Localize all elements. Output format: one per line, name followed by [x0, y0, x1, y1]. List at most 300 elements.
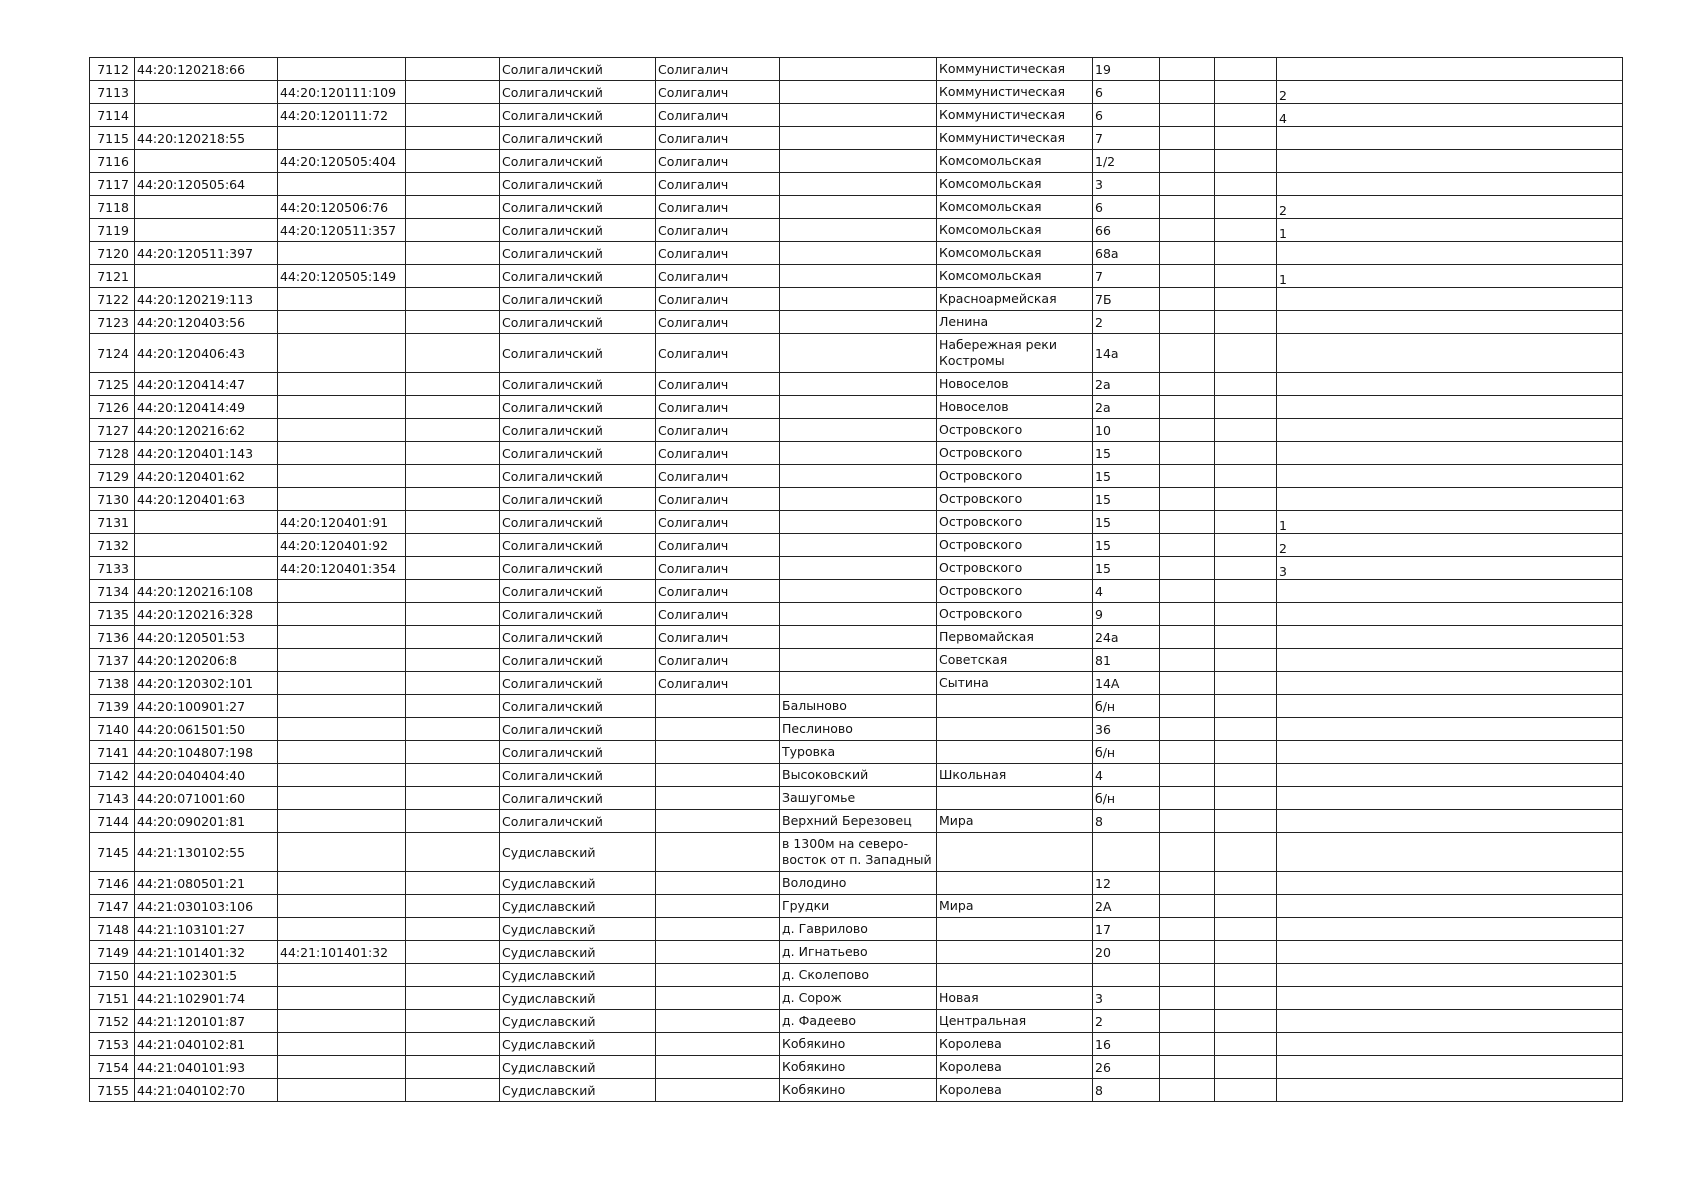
house-number-cell: 2	[1093, 311, 1160, 334]
locality-cell	[780, 557, 937, 580]
house-number-cell: 7	[1093, 127, 1160, 150]
cadastral-number-cell: 44:21:103101:27	[135, 918, 278, 941]
empty-cell	[1215, 1056, 1277, 1079]
apartment-cell	[1277, 1033, 1623, 1056]
locality-cell	[780, 265, 937, 288]
city-cell	[656, 741, 780, 764]
empty-cell	[406, 58, 500, 81]
empty-cell	[1215, 81, 1277, 104]
house-number-cell: 36	[1093, 718, 1160, 741]
apartment-cell: 2	[1277, 534, 1623, 557]
empty-cell	[406, 511, 500, 534]
empty-cell	[1215, 488, 1277, 511]
house-number-cell: 6	[1093, 196, 1160, 219]
linked-cadastral-number-cell	[278, 334, 406, 373]
empty-cell	[1160, 104, 1215, 127]
empty-cell	[1215, 196, 1277, 219]
empty-cell	[1215, 442, 1277, 465]
locality-cell	[780, 511, 937, 534]
locality-cell: Балыново	[780, 695, 937, 718]
empty-cell	[406, 104, 500, 127]
cadastral-number-cell: 44:20:120302:101	[135, 672, 278, 695]
locality-cell: Кобякино	[780, 1056, 937, 1079]
apartment-cell	[1277, 127, 1623, 150]
linked-cadastral-number-cell: 44:20:120401:92	[278, 534, 406, 557]
street-cell: Сытина	[937, 672, 1093, 695]
linked-cadastral-number-cell	[278, 672, 406, 695]
cadastral-number-cell	[135, 81, 278, 104]
locality-cell: Зашугомье	[780, 787, 937, 810]
empty-cell	[1160, 810, 1215, 833]
empty-cell	[1215, 918, 1277, 941]
row-number-cell: 7131	[90, 511, 135, 534]
city-cell: Солигалич	[656, 311, 780, 334]
empty-cell	[1215, 58, 1277, 81]
apartment-cell: 3	[1277, 557, 1623, 580]
cadastral-number-cell	[135, 104, 278, 127]
city-cell: Солигалич	[656, 488, 780, 511]
empty-cell	[406, 941, 500, 964]
row-number-cell: 7120	[90, 242, 135, 265]
empty-cell	[1160, 672, 1215, 695]
locality-cell	[780, 219, 937, 242]
district-cell: Солигаличский	[500, 488, 656, 511]
empty-cell	[406, 649, 500, 672]
empty-cell	[406, 419, 500, 442]
district-cell: Солигаличский	[500, 373, 656, 396]
district-cell: Солигаличский	[500, 396, 656, 419]
house-number-cell: 14а	[1093, 334, 1160, 373]
empty-cell	[1215, 603, 1277, 626]
street-cell: Комсомольская	[937, 242, 1093, 265]
row-number-cell: 7138	[90, 672, 135, 695]
locality-cell	[780, 603, 937, 626]
apartment-cell	[1277, 649, 1623, 672]
house-number-cell: 4	[1093, 764, 1160, 787]
row-number-cell: 7154	[90, 1056, 135, 1079]
locality-cell	[780, 396, 937, 419]
district-cell: Судиславский	[500, 1056, 656, 1079]
apartment-cell	[1277, 419, 1623, 442]
linked-cadastral-number-cell	[278, 718, 406, 741]
empty-cell	[1160, 580, 1215, 603]
empty-cell	[406, 695, 500, 718]
street-cell: Центральная	[937, 1010, 1093, 1033]
row-number-cell: 7151	[90, 987, 135, 1010]
row-number-cell: 7148	[90, 918, 135, 941]
linked-cadastral-number-cell	[278, 58, 406, 81]
empty-cell	[406, 580, 500, 603]
house-number-cell: 3	[1093, 173, 1160, 196]
locality-cell	[780, 534, 937, 557]
row-number-cell: 7116	[90, 150, 135, 173]
cadastral-number-cell: 44:20:120401:143	[135, 442, 278, 465]
table-row	[90, 918, 1623, 941]
street-cell	[937, 741, 1093, 764]
cadastral-number-cell: 44:20:120219:113	[135, 288, 278, 311]
row-number-cell: 7152	[90, 1010, 135, 1033]
empty-cell	[1160, 334, 1215, 373]
empty-cell	[1215, 649, 1277, 672]
row-number-cell: 7118	[90, 196, 135, 219]
cadastral-number-cell: 44:21:080501:21	[135, 872, 278, 895]
linked-cadastral-number-cell: 44:20:120401:354	[278, 557, 406, 580]
data-table	[89, 57, 1623, 1102]
table-row	[90, 465, 1623, 488]
city-cell	[656, 964, 780, 987]
cadastral-number-cell: 44:21:120101:87	[135, 1010, 278, 1033]
city-cell: Солигалич	[656, 288, 780, 311]
city-cell: Солигалич	[656, 242, 780, 265]
house-number-cell: 14А	[1093, 672, 1160, 695]
row-number-cell: 7139	[90, 695, 135, 718]
table-row	[90, 196, 1623, 219]
row-number-cell: 7149	[90, 941, 135, 964]
street-cell: Островского	[937, 534, 1093, 557]
cadastral-number-cell: 44:20:120216:62	[135, 419, 278, 442]
table-row	[90, 741, 1623, 764]
linked-cadastral-number-cell	[278, 580, 406, 603]
apartment-cell	[1277, 173, 1623, 196]
table-row	[90, 81, 1623, 104]
table-row	[90, 150, 1623, 173]
empty-cell	[1160, 311, 1215, 334]
empty-cell	[1215, 872, 1277, 895]
row-number-cell: 7128	[90, 442, 135, 465]
linked-cadastral-number-cell	[278, 1010, 406, 1033]
row-number-cell: 7155	[90, 1079, 135, 1102]
row-number-cell: 7145	[90, 833, 135, 872]
empty-cell	[1215, 557, 1277, 580]
table-row	[90, 626, 1623, 649]
empty-cell	[1215, 626, 1277, 649]
row-number-cell: 7141	[90, 741, 135, 764]
house-number-cell	[1093, 833, 1160, 872]
table-row	[90, 219, 1623, 242]
empty-cell	[406, 1010, 500, 1033]
house-number-cell: 6	[1093, 104, 1160, 127]
district-cell: Солигаличский	[500, 810, 656, 833]
district-cell: Судиславский	[500, 833, 656, 872]
locality-cell: д. Фадеево	[780, 1010, 937, 1033]
table-row	[90, 603, 1623, 626]
street-cell: Островского	[937, 603, 1093, 626]
empty-cell	[1215, 242, 1277, 265]
district-cell: Солигаличский	[500, 511, 656, 534]
empty-cell	[406, 242, 500, 265]
city-cell: Солигалич	[656, 511, 780, 534]
apartment-cell	[1277, 242, 1623, 265]
apartment-cell	[1277, 895, 1623, 918]
table-row	[90, 534, 1623, 557]
street-cell: Ленина	[937, 311, 1093, 334]
city-cell	[656, 1079, 780, 1102]
empty-cell	[406, 1033, 500, 1056]
city-cell: Солигалич	[656, 219, 780, 242]
linked-cadastral-number-cell: 44:21:101401:32	[278, 941, 406, 964]
apartment-cell	[1277, 987, 1623, 1010]
street-cell	[937, 787, 1093, 810]
table-row	[90, 672, 1623, 695]
linked-cadastral-number-cell	[278, 695, 406, 718]
city-cell	[656, 872, 780, 895]
district-cell: Судиславский	[500, 1079, 656, 1102]
street-cell: Школьная	[937, 764, 1093, 787]
cadastral-number-cell	[135, 196, 278, 219]
house-number-cell: 3	[1093, 987, 1160, 1010]
table-row	[90, 1056, 1623, 1079]
district-cell: Солигаличский	[500, 219, 656, 242]
empty-cell	[1215, 465, 1277, 488]
linked-cadastral-number-cell	[278, 603, 406, 626]
locality-cell	[780, 649, 937, 672]
empty-cell	[406, 219, 500, 242]
linked-cadastral-number-cell	[278, 895, 406, 918]
empty-cell	[1215, 173, 1277, 196]
street-cell: Островского	[937, 442, 1093, 465]
district-cell: Солигаличский	[500, 603, 656, 626]
apartment-cell	[1277, 603, 1623, 626]
empty-cell	[406, 987, 500, 1010]
city-cell: Солигалич	[656, 442, 780, 465]
row-number-cell: 7132	[90, 534, 135, 557]
cadastral-number-cell: 44:20:040404:40	[135, 764, 278, 787]
row-number-cell: 7129	[90, 465, 135, 488]
house-number-cell: 4	[1093, 580, 1160, 603]
linked-cadastral-number-cell	[278, 127, 406, 150]
empty-cell	[1215, 265, 1277, 288]
city-cell: Солигалич	[656, 265, 780, 288]
empty-cell	[406, 1079, 500, 1102]
empty-cell	[1215, 150, 1277, 173]
street-cell	[937, 695, 1093, 718]
table-row	[90, 895, 1623, 918]
house-number-cell: б/н	[1093, 695, 1160, 718]
street-cell: Коммунистическая	[937, 127, 1093, 150]
district-cell: Солигаличский	[500, 311, 656, 334]
empty-cell	[1215, 419, 1277, 442]
empty-cell	[1160, 396, 1215, 419]
district-cell: Солигаличский	[500, 150, 656, 173]
linked-cadastral-number-cell	[278, 1079, 406, 1102]
empty-cell	[1160, 219, 1215, 242]
locality-cell	[780, 127, 937, 150]
city-cell	[656, 895, 780, 918]
street-cell: Набережная реки Костромы	[937, 334, 1093, 373]
empty-cell	[1160, 987, 1215, 1010]
city-cell	[656, 695, 780, 718]
locality-cell	[780, 334, 937, 373]
table-row	[90, 987, 1623, 1010]
locality-cell: Грудки	[780, 895, 937, 918]
city-cell	[656, 810, 780, 833]
apartment-cell: 1	[1277, 265, 1623, 288]
locality-cell: д. Сколепово	[780, 964, 937, 987]
empty-cell	[1160, 1033, 1215, 1056]
empty-cell	[1215, 511, 1277, 534]
empty-cell	[1215, 580, 1277, 603]
house-number-cell: 8	[1093, 810, 1160, 833]
linked-cadastral-number-cell	[278, 810, 406, 833]
locality-cell: Песлиново	[780, 718, 937, 741]
cadastral-number-cell: 44:20:120218:55	[135, 127, 278, 150]
empty-cell	[1160, 1056, 1215, 1079]
locality-cell: д. Сорож	[780, 987, 937, 1010]
empty-cell	[1160, 127, 1215, 150]
apartment-cell	[1277, 941, 1623, 964]
apartment-cell	[1277, 810, 1623, 833]
cadastral-number-cell	[135, 511, 278, 534]
empty-cell	[406, 288, 500, 311]
apartment-cell	[1277, 580, 1623, 603]
linked-cadastral-number-cell	[278, 764, 406, 787]
locality-cell	[780, 311, 937, 334]
district-cell: Судиславский	[500, 1033, 656, 1056]
row-number-cell: 7136	[90, 626, 135, 649]
table-row	[90, 173, 1623, 196]
row-number-cell: 7147	[90, 895, 135, 918]
apartment-cell	[1277, 1056, 1623, 1079]
city-cell	[656, 1056, 780, 1079]
apartment-cell	[1277, 442, 1623, 465]
linked-cadastral-number-cell	[278, 741, 406, 764]
locality-cell	[780, 288, 937, 311]
row-number-cell: 7143	[90, 787, 135, 810]
district-cell: Солигаличский	[500, 419, 656, 442]
locality-cell	[780, 104, 937, 127]
linked-cadastral-number-cell	[278, 288, 406, 311]
apartment-cell: 1	[1277, 511, 1623, 534]
house-number-cell: б/н	[1093, 741, 1160, 764]
empty-cell	[1215, 895, 1277, 918]
city-cell: Солигалич	[656, 127, 780, 150]
row-number-cell: 7119	[90, 219, 135, 242]
house-number-cell: 20	[1093, 941, 1160, 964]
empty-cell	[406, 442, 500, 465]
apartment-cell	[1277, 1010, 1623, 1033]
city-cell	[656, 941, 780, 964]
empty-cell	[1160, 288, 1215, 311]
district-cell: Судиславский	[500, 987, 656, 1010]
house-number-cell: 15	[1093, 557, 1160, 580]
locality-cell	[780, 173, 937, 196]
empty-cell	[1215, 334, 1277, 373]
street-cell: Комсомольская	[937, 219, 1093, 242]
house-number-cell: 7Б	[1093, 288, 1160, 311]
district-cell: Солигаличский	[500, 465, 656, 488]
apartment-cell: 2	[1277, 81, 1623, 104]
city-cell: Солигалич	[656, 396, 780, 419]
house-number-cell: 8	[1093, 1079, 1160, 1102]
city-cell: Солигалич	[656, 373, 780, 396]
house-number-cell: 15	[1093, 465, 1160, 488]
empty-cell	[406, 895, 500, 918]
apartment-cell	[1277, 918, 1623, 941]
linked-cadastral-number-cell: 44:20:120505:404	[278, 150, 406, 173]
street-cell: Королева	[937, 1033, 1093, 1056]
table-row	[90, 373, 1623, 396]
linked-cadastral-number-cell	[278, 396, 406, 419]
district-cell: Судиславский	[500, 872, 656, 895]
house-number-cell: 2а	[1093, 373, 1160, 396]
table-row	[90, 941, 1623, 964]
linked-cadastral-number-cell	[278, 787, 406, 810]
linked-cadastral-number-cell: 44:20:120401:91	[278, 511, 406, 534]
locality-cell: Туровка	[780, 741, 937, 764]
district-cell: Солигаличский	[500, 58, 656, 81]
empty-cell	[1215, 104, 1277, 127]
empty-cell	[406, 81, 500, 104]
city-cell	[656, 918, 780, 941]
apartment-cell	[1277, 695, 1623, 718]
table-row	[90, 265, 1623, 288]
house-number-cell: 81	[1093, 649, 1160, 672]
house-number-cell	[1093, 964, 1160, 987]
empty-cell	[1160, 626, 1215, 649]
city-cell: Солигалич	[656, 580, 780, 603]
table-row	[90, 311, 1623, 334]
cadastral-number-cell	[135, 150, 278, 173]
street-cell: Мира	[937, 810, 1093, 833]
house-number-cell: 6	[1093, 81, 1160, 104]
locality-cell	[780, 196, 937, 219]
apartment-cell	[1277, 672, 1623, 695]
district-cell: Солигаличский	[500, 534, 656, 557]
empty-cell	[1160, 81, 1215, 104]
locality-cell	[780, 626, 937, 649]
empty-cell	[406, 173, 500, 196]
linked-cadastral-number-cell: 44:20:120511:357	[278, 219, 406, 242]
street-cell: Коммунистическая	[937, 81, 1093, 104]
empty-cell	[1160, 964, 1215, 987]
empty-cell	[406, 833, 500, 872]
apartment-cell	[1277, 833, 1623, 872]
row-number-cell: 7137	[90, 649, 135, 672]
apartment-cell: 2	[1277, 196, 1623, 219]
locality-cell: Кобякино	[780, 1033, 937, 1056]
empty-cell	[1215, 810, 1277, 833]
cadastral-number-cell: 44:20:120216:108	[135, 580, 278, 603]
apartment-cell	[1277, 465, 1623, 488]
empty-cell	[406, 557, 500, 580]
apartment-cell	[1277, 787, 1623, 810]
locality-cell: Кобякино	[780, 1079, 937, 1102]
locality-cell	[780, 672, 937, 695]
street-cell: Новоселов	[937, 396, 1093, 419]
cadastral-number-cell: 44:20:120501:53	[135, 626, 278, 649]
empty-cell	[406, 741, 500, 764]
apartment-cell	[1277, 718, 1623, 741]
empty-cell	[1215, 741, 1277, 764]
empty-cell	[406, 787, 500, 810]
house-number-cell: б/н	[1093, 787, 1160, 810]
cadastral-number-cell: 44:20:071001:60	[135, 787, 278, 810]
district-cell: Солигаличский	[500, 442, 656, 465]
row-number-cell: 7130	[90, 488, 135, 511]
apartment-cell	[1277, 373, 1623, 396]
empty-cell	[1160, 173, 1215, 196]
linked-cadastral-number-cell: 44:20:120111:109	[278, 81, 406, 104]
empty-cell	[406, 334, 500, 373]
empty-cell	[406, 373, 500, 396]
empty-cell	[1160, 265, 1215, 288]
empty-cell	[406, 672, 500, 695]
empty-cell	[406, 764, 500, 787]
street-cell: Новая	[937, 987, 1093, 1010]
locality-cell	[780, 465, 937, 488]
house-number-cell: 1/2	[1093, 150, 1160, 173]
house-number-cell: 15	[1093, 488, 1160, 511]
